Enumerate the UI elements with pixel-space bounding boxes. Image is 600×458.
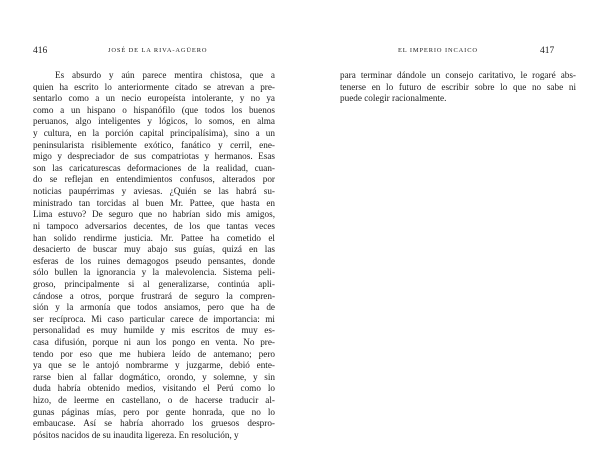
text-line: sentarlo como a un necio europeísta intolerante, y no ya	[33, 93, 275, 104]
text-line: tenerse en lo futuro de escribir sobre lo que no sabe ni	[340, 81, 576, 92]
text-line: para terminar dándole un consejo caritativo, le rogaré abs-	[340, 70, 576, 80]
text-line: sólo bullen la ignorancia y la malevolencia. Sistema peli-	[33, 267, 275, 278]
text-line: casa difusión, porque ni aun los pongo en venta. No pre-	[33, 337, 275, 348]
text-line: ministrado tan torcidas al buen Mr. Pattee, que hasta en	[33, 197, 275, 208]
text-line: do se reflejan en entendimientos confusos, alterados por	[33, 174, 275, 185]
page-number: 416	[33, 46, 48, 56]
text-line: ni tampoco adversarios decentes, de los que tantas veces	[33, 220, 275, 231]
text-line: peninsularista risiblemente exótico, fanático y cerril, ene-	[33, 139, 275, 150]
text-line: cándose a otros, porque frustrará de seguro la compren-	[33, 290, 275, 301]
text-line: sión y la armonía que todos ansiamos, pero que ha de	[33, 302, 275, 313]
text-line: migo y despreciador de sus compatriotas y hermanos. Esas	[33, 151, 275, 162]
page-number: 417	[540, 46, 555, 56]
text-line: rarse bien al fallar dogmático, orondo, y solemne, y sin	[33, 371, 275, 382]
text-line: embaucase. Así se habría ahorrado los gruesos despro-	[33, 418, 275, 429]
text-line: y cultura, en la porción capital principalísima), sino a un	[33, 128, 275, 139]
text-line: pósitos nacidos de su inaudita ligereza. En resolución, y	[33, 429, 239, 440]
body-text	[340, 70, 576, 105]
text-line: Lima estuvo? De seguro que no habrían sido mis amigos,	[33, 209, 275, 220]
text-line: noticias paupérrimas y aviesas. ¿Quién se las habrá su-	[33, 186, 275, 197]
text-line: tendo por eso que me hubiera leído de antemano; pero	[33, 348, 275, 359]
text-line: peruanos, algo inteligentes y lógicos, lo somos, en alma	[33, 116, 275, 127]
text-line: ser recíproca. Mi caso particular carece de importancia: mi	[33, 313, 275, 324]
text-line: han solido rendirme justicia. Mr. Pattee ha cometido el	[33, 232, 275, 243]
text-line: personalidad es muy humilde y mis escritos de muy es-	[33, 325, 275, 336]
text-line: son las caricaturescas deformaciones de la realidad, cuan-	[33, 162, 275, 173]
text-line: quien ha escrito lo anteriormente citado se atrevan a pre-	[33, 81, 275, 92]
text-line: ya que se le antojó nombrarme y juzgarme, debió ente-	[33, 360, 275, 371]
text-line: Es absurdo y aún parece mentira chistosa, que a	[55, 70, 275, 80]
body-text	[33, 70, 275, 442]
text-line: desacierto de buscar muy abajo sus guías, quizá en las	[33, 244, 275, 255]
text-line: duda habría obtenido medios, visitando el Perú como lo	[33, 383, 275, 394]
text-line: esferas de los ruines demagogos pseudo pensantes, donde	[33, 255, 275, 266]
right-page	[300, 0, 600, 458]
text-line: hizo, de leerme en castellano, o de hacerse traducir al-	[33, 395, 275, 406]
running-head: JOSÉ DE LA RIVA-AGÜERO	[108, 47, 208, 54]
text-line: como a un hispano o hispanófilo (que todos los buenos	[33, 104, 275, 115]
text-line: groso, principalmente si al generalizarse, continúa apli-	[33, 278, 275, 289]
text-line: puede colegir racionalmente.	[340, 93, 447, 104]
running-head: EL IMPERIO INCAICO	[398, 47, 478, 54]
text-line: gunas páginas mías, pero por gente honrada, que no lo	[33, 406, 275, 417]
